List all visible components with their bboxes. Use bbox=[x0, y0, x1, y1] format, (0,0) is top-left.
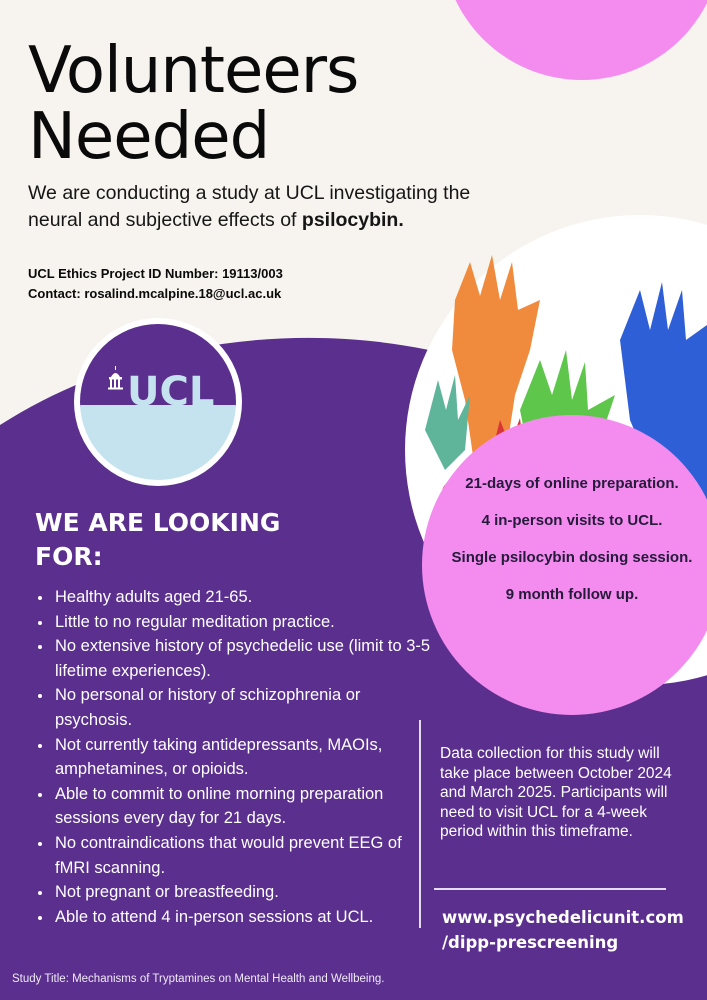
title-line-2: Needed bbox=[28, 100, 270, 174]
ethics-info bbox=[28, 264, 283, 304]
prescreening-link-line-1: www.psychedelicunit.com bbox=[442, 908, 684, 927]
contact-email: Contact: rosalind.mcalpine.18@ucl.ac.uk bbox=[28, 286, 282, 301]
list-item: • Little to no regular meditation practice. bbox=[53, 610, 433, 635]
list-item: • No personal or history of schizophrenia or psychosis. bbox=[53, 683, 433, 732]
highlight-preparation: 21-days of online preparation. bbox=[465, 475, 679, 492]
study-title-footer: Study Title: Mechanisms of Tryptamines on Mental Health and Wellbeing. bbox=[12, 973, 385, 985]
study-description-emphasis: psilocybin. bbox=[301, 209, 404, 231]
horizontal-divider bbox=[434, 888, 666, 890]
list-item: • No extensive history of psychedelic use (limit to 3-5 lifetime experiences). bbox=[53, 634, 433, 683]
list-item: • Able to commit to online morning preparation sessions every day for 21 days. bbox=[53, 782, 433, 831]
page-title bbox=[28, 34, 359, 174]
title-line-1: Volunteers bbox=[28, 34, 359, 108]
study-description bbox=[28, 180, 528, 234]
study-highlights bbox=[446, 474, 698, 622]
prescreening-link-line-2: /dipp-prescreening bbox=[442, 933, 619, 952]
ethics-id: UCL Ethics Project ID Number: 19113/003 bbox=[28, 266, 283, 281]
ucl-logo-text: UCL bbox=[127, 369, 215, 415]
ucl-logo bbox=[73, 317, 243, 487]
highlight-follow-up: 9 month follow up. bbox=[505, 586, 639, 603]
list-item: • Not pregnant or breastfeeding. bbox=[53, 880, 433, 905]
vertical-divider bbox=[419, 720, 421, 928]
looking-for-heading: WE ARE LOOKING FOR: bbox=[35, 508, 281, 571]
highlight-dosing: Single psilocybin dosing session. bbox=[451, 549, 693, 566]
top-pink-circle bbox=[442, 0, 707, 80]
prescreening-link[interactable] bbox=[442, 905, 684, 955]
eligibility-list bbox=[33, 585, 433, 929]
list-item: • No contraindications that would prevent EEG of fMRI scanning. bbox=[53, 831, 433, 880]
list-item: • Able to attend 4 in-person sessions at UCL. bbox=[53, 905, 433, 930]
list-item: • Not currently taking antidepressants, MAOIs, amphetamines, or opioids. bbox=[53, 733, 433, 782]
data-collection-info: Data collection for this study will take place between October 2024 and March 2025. Participants will need to visit UCL for a 4-week period within this timeframe. bbox=[440, 745, 672, 841]
highlight-visits: 4 in-person visits to UCL. bbox=[481, 512, 663, 529]
study-description-text: We are conducting a study at UCL investigating the neural and subjective effects of bbox=[28, 182, 471, 231]
list-item: • Healthy adults aged 21-65. bbox=[53, 585, 433, 610]
